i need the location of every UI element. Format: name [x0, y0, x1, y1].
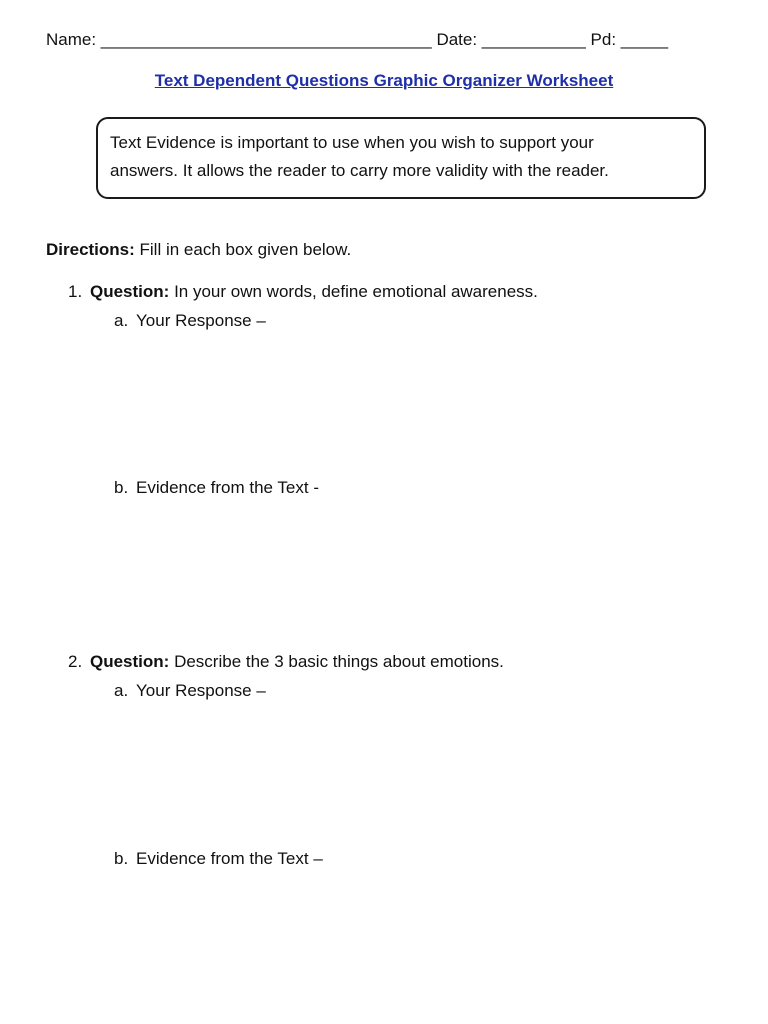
directions [46, 240, 351, 260]
evidence-label: Evidence from the Text – [136, 849, 323, 868]
callout-line-1: Text Evidence is important to use when you wish to support your [110, 133, 594, 152]
sub-letter: a. [114, 311, 129, 330]
header-fields [46, 30, 726, 50]
sub-letter: b. [114, 478, 129, 497]
evidence-label: Evidence from the Text - [136, 478, 319, 497]
question-1-response[interactable] [114, 311, 266, 331]
question-1-evidence[interactable] [114, 478, 319, 498]
question-2-evidence[interactable] [114, 849, 323, 869]
question-text: Describe the 3 basic things about emotions. [169, 652, 504, 671]
sub-letter: b. [114, 849, 129, 868]
question-2 [68, 652, 504, 672]
question-label: Question: [90, 282, 170, 301]
directions-label: Directions: [46, 240, 135, 259]
period-field[interactable]: Pd: _____ [590, 30, 669, 49]
worksheet-title: Text Dependent Questions Graphic Organizer Worksheet [154, 71, 614, 90]
response-label: Your Response – [136, 681, 266, 700]
sub-letter: a. [114, 681, 129, 700]
question-number: 2. [68, 652, 83, 671]
date-field[interactable]: Date: ___________ [436, 30, 586, 49]
question-2-response[interactable] [114, 681, 266, 701]
question-1 [68, 282, 538, 302]
question-text: In your own words, define emotional awareness. [169, 282, 538, 301]
text-evidence-callout [96, 117, 706, 199]
name-field[interactable]: Name: ___________________________________ [46, 30, 432, 49]
response-label: Your Response – [136, 311, 266, 330]
directions-text: Fill in each box given below. [134, 240, 352, 259]
question-number: 1. [68, 282, 83, 301]
callout-line-2: answers. It allows the reader to carry more validity with the reader. [110, 161, 609, 180]
question-label: Question: [90, 652, 170, 671]
